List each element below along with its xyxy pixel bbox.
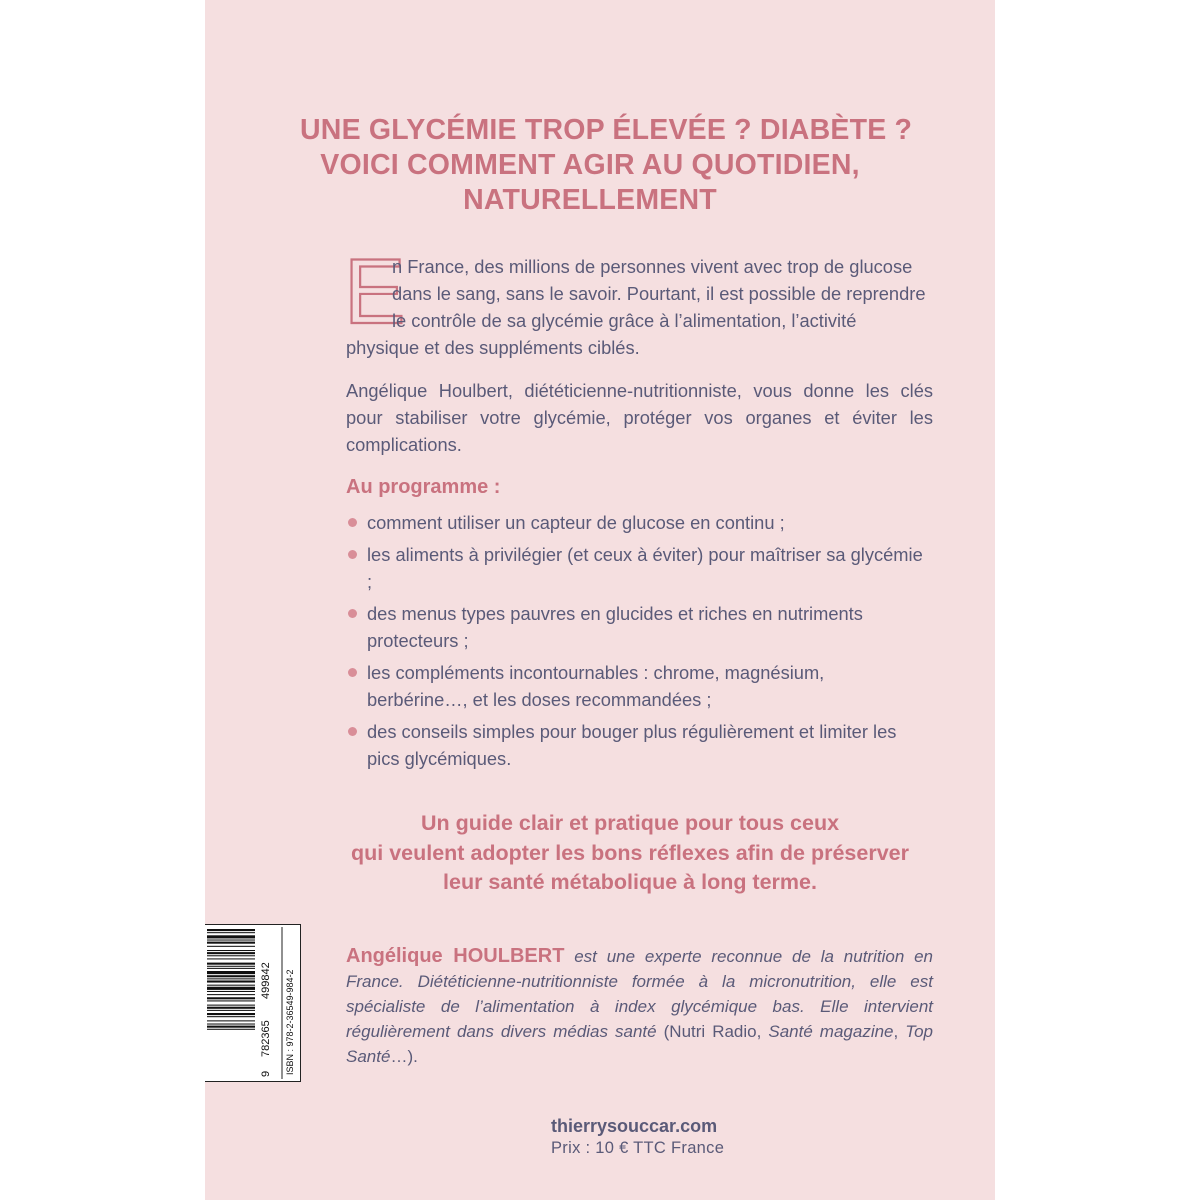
barcode-bar bbox=[207, 997, 255, 999]
website-link[interactable]: thierrysouccar.com bbox=[551, 1116, 718, 1136]
dropcap-letter: E bbox=[344, 241, 406, 343]
bio-media-2: Santé magazine bbox=[768, 1022, 894, 1041]
barcode-bar bbox=[207, 1007, 255, 1009]
tagline-line-2: qui veulent adopter les bons réflexes afin de préserver bbox=[350, 840, 909, 865]
barcode-bar bbox=[207, 946, 255, 947]
headline-line-1: UNE GLYCÉMIE TROP ÉLEVÉE ? DIABÈTE ? bbox=[300, 114, 913, 146]
barcode-bar bbox=[207, 1000, 255, 1001]
intro-line-3: le contrôle de sa glycémie grâce à l’alimentation, l’activité bbox=[392, 310, 857, 331]
bullet-dot-icon bbox=[348, 609, 357, 618]
list-item: les aliments à privilégier (et ceux à éviter) pour maîtriser sa glycémie ; bbox=[346, 541, 926, 595]
intro-paragraph bbox=[346, 253, 933, 361]
author-intro-paragraph: Angélique Houlbert, diététicienne-nutritionniste, vous donne les clés pour stabiliser votre glycémie, protéger vos organes et éviter les complications. bbox=[346, 380, 933, 455]
barcode-bar bbox=[207, 952, 255, 954]
barcode-bars bbox=[207, 929, 255, 1030]
bio-text: est une experte reconnue de la nutrition en France. Diététicienne-nutritionniste formée à la micronutrition, elle est spécialiste de l’alimentation à index glycémique bas. Elle intervient régulièrement dans divers médias santé bbox=[346, 947, 933, 1041]
headline-line-3: NATURELLEMENT bbox=[463, 184, 717, 216]
barcode-bar bbox=[207, 1013, 255, 1015]
author-bio bbox=[346, 944, 933, 1069]
barcode-bar bbox=[207, 985, 255, 986]
bullet-dot-icon bbox=[348, 518, 357, 527]
program-title: Au programme : bbox=[346, 476, 501, 498]
list-item: des conseils simples pour bouger plus régulièrement et limiter les pics glycémiques. bbox=[346, 718, 926, 772]
barcode-bar bbox=[207, 971, 255, 974]
intro-line-1: n France, des millions de personnes vivent avec trop de glucose bbox=[392, 256, 913, 277]
barcode-bar bbox=[207, 980, 255, 982]
bullet-dot-icon bbox=[348, 550, 357, 559]
list-item: les compléments incontournables : chrome, magnésium, berbérine…, et les doses recommandées ; bbox=[346, 659, 926, 713]
barcode-bar bbox=[207, 1020, 255, 1021]
bio-media-5: …). bbox=[390, 1047, 418, 1066]
barcode-bar bbox=[207, 966, 255, 967]
bio-media-4: Top Santé bbox=[346, 1022, 933, 1066]
list-item: comment utiliser un capteur de glucose en continu ; bbox=[346, 509, 926, 536]
tagline bbox=[300, 809, 960, 898]
barcode-bar bbox=[207, 940, 255, 941]
barcode-bar bbox=[207, 958, 255, 959]
barcode-bar bbox=[207, 932, 255, 933]
bio-media-3: , bbox=[893, 1022, 906, 1041]
barcode-bar bbox=[207, 978, 255, 979]
list-item: des menus types pauvres en glucides et riches en nutriments protecteurs ; bbox=[346, 600, 926, 654]
tagline-line-1: Un guide clair et pratique pour tous ceux bbox=[420, 811, 840, 835]
intro-line-2: dans le sang, sans le savoir. Pourtant, il est possible de reprendre bbox=[392, 283, 926, 304]
barcode-bar bbox=[207, 1029, 255, 1030]
barcode-digits-1: 782365 bbox=[260, 1020, 272, 1057]
barcode-bar bbox=[207, 935, 255, 938]
barcode-bar bbox=[207, 968, 255, 969]
barcode-bar bbox=[207, 955, 255, 956]
tagline-line-3: leur santé métabolique à long terme. bbox=[443, 870, 817, 894]
barcode-bar bbox=[207, 991, 255, 992]
barcode-bar bbox=[207, 994, 255, 995]
barcode-digits-2: 499842 bbox=[260, 962, 272, 999]
author-name: Angélique HOULBERT bbox=[346, 945, 565, 967]
barcode-bar bbox=[207, 929, 255, 931]
barcode-bar bbox=[207, 963, 255, 965]
bullet-dot-icon bbox=[348, 668, 357, 677]
barcode-digit-first: 9 bbox=[260, 1070, 272, 1077]
headline bbox=[300, 113, 913, 218]
bullet-dot-icon bbox=[348, 727, 357, 736]
footer bbox=[551, 1115, 741, 1159]
barcode-bar bbox=[207, 1024, 255, 1025]
barcode-bar bbox=[207, 1016, 255, 1017]
barcode-bar bbox=[207, 975, 255, 977]
barcode-bar bbox=[207, 942, 255, 944]
isbn-label: ISBN : 978-2-36549-984-2 bbox=[285, 969, 295, 1075]
headline-line-2: VOICI COMMENT AGIR AU QUOTIDIEN, bbox=[320, 149, 860, 181]
barcode-bar bbox=[207, 1026, 255, 1028]
barcode bbox=[205, 924, 301, 1082]
intro-line-4: physique et des suppléments ciblés. bbox=[346, 337, 640, 358]
barcode-bar bbox=[207, 1005, 255, 1006]
barcode-bar bbox=[207, 950, 255, 951]
bio-media-1: (Nutri Radio, bbox=[663, 1022, 769, 1041]
barcode-graphic bbox=[205, 925, 300, 1081]
barcode-bar bbox=[207, 987, 255, 990]
barcode-bar bbox=[207, 1010, 255, 1011]
price: Prix : 10 € TTC France bbox=[551, 1139, 725, 1157]
program-list bbox=[346, 509, 926, 777]
